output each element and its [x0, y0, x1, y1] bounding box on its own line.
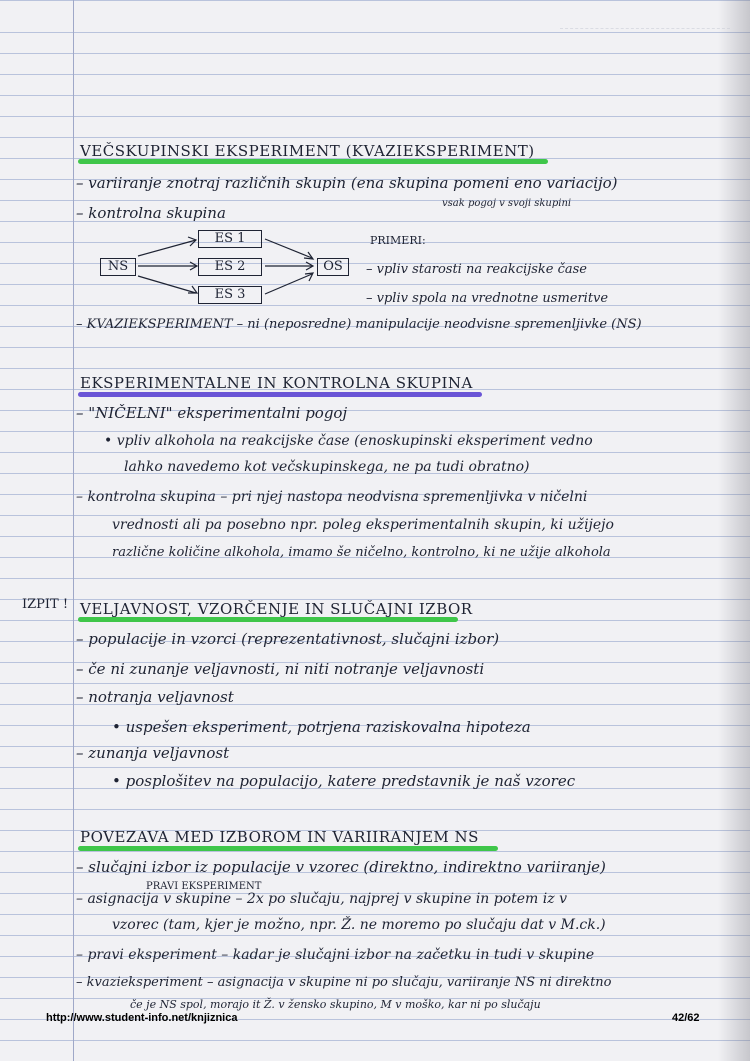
- note-line: vrednosti ali pa posebno npr. poleg eksperimentalnih skupin, ki užijejo: [112, 517, 614, 533]
- note-line: različne količine alkohola, imamo še ničelno, kontrolno, ki ne užije alkohola: [112, 545, 611, 560]
- note-line: – kontrolna skupina – pri njej nastopa neodvisna spremenljivka v ničelni: [76, 489, 588, 505]
- example-line: – vpliv starosti na reakcijske čase: [366, 262, 587, 277]
- note-line: če je NS spol, morajo it Ž. v žensko skupino, M v moško, kar ni po slučaju: [130, 998, 541, 1011]
- note-line: – kvazieksperiment – asignacija v skupine ni po slučaju, variiranje NS ni direktno: [76, 975, 612, 990]
- note-line: – slučajni izbor iz populacije v vzorec (direktno, indirektno variiranje): [76, 858, 606, 876]
- note-line: – asignacija v skupine – 2x po slučaju, najprej v skupine in potem iz v: [76, 891, 567, 907]
- note-line: • vpliv alkohola na reakcijske čase (enoskupinski eksperiment vedno: [104, 433, 593, 449]
- note-line: – KVAZIEKSPERIMENT – ni (neposredne) manipulacije neodvisne spremenljivke (NS): [76, 317, 642, 332]
- note-line: – pravi eksperiment – kadar je slučajni izbor na začetku in tudi v skupine: [76, 947, 595, 963]
- diagram-arrows: [0, 0, 750, 340]
- diagram-es-box: ES 1: [198, 230, 262, 248]
- note-line: lahko navedemo kot večskupinskega, ne pa tudi obratno): [124, 459, 530, 475]
- section-heading: VEČSKUPINSKI EKSPERIMENT (KVAZIEKSPERIMENT): [80, 142, 535, 160]
- exam-margin-note: IZPIT !: [22, 597, 69, 612]
- example-line: – vpliv spola na vrednotne usmeritve: [366, 291, 609, 306]
- note-line: vzorec (tam, kjer je možno, npr. Ž. ne moremo po slučaju dat v M.ck.): [112, 917, 606, 933]
- footer-page-number: 42/62: [672, 1012, 700, 1024]
- footer-url: http://www.student-info.net/knjiznica: [46, 1012, 238, 1024]
- diagram-os-box: OS: [317, 258, 349, 276]
- above-note: PRAVI EKSPERIMENT: [146, 881, 262, 892]
- section-heading: EKSPERIMENTALNE IN KONTROLNA SKUPINA: [80, 374, 473, 392]
- note-line: • uspešen eksperiment, potrjena raziskovalna hipoteza: [112, 718, 531, 736]
- section-heading: POVEZAVA MED IZBOROM IN VARIIRANJEM NS: [80, 828, 479, 846]
- note-line: – variiranje znotraj različnih skupin (ena skupina pomeni eno variacijo): [76, 174, 618, 192]
- note-line: – zunanja veljavnost: [76, 744, 230, 762]
- note-line: – kontrolna skupina: [76, 204, 226, 222]
- examples-title: PRIMERI:: [370, 234, 426, 247]
- side-note: vsak pogoj v svoji skupini: [442, 198, 572, 209]
- highlight-mark: [78, 846, 498, 851]
- note-line: – notranja veljavnost: [76, 688, 234, 706]
- diagram-es-box: ES 2: [198, 258, 262, 276]
- note-line: – populacije in vzorci (reprezentativnost, slučajni izbor): [76, 630, 500, 648]
- highlight-mark: [78, 392, 482, 397]
- note-line: – če ni zunanje veljavnosti, ni niti notranje veljavnosti: [76, 660, 485, 678]
- diagram-ns-box: NS: [100, 258, 136, 276]
- section-heading: VELJAVNOST, VZORČENJE IN SLUČAJNI IZBOR: [80, 600, 473, 618]
- note-line: • posplošitev na populacijo, katere predstavnik je naš vzorec: [112, 772, 576, 790]
- diagram-es-box: ES 3: [198, 286, 262, 304]
- note-line: – "NIČELNI" eksperimentalni pogoj: [76, 404, 348, 422]
